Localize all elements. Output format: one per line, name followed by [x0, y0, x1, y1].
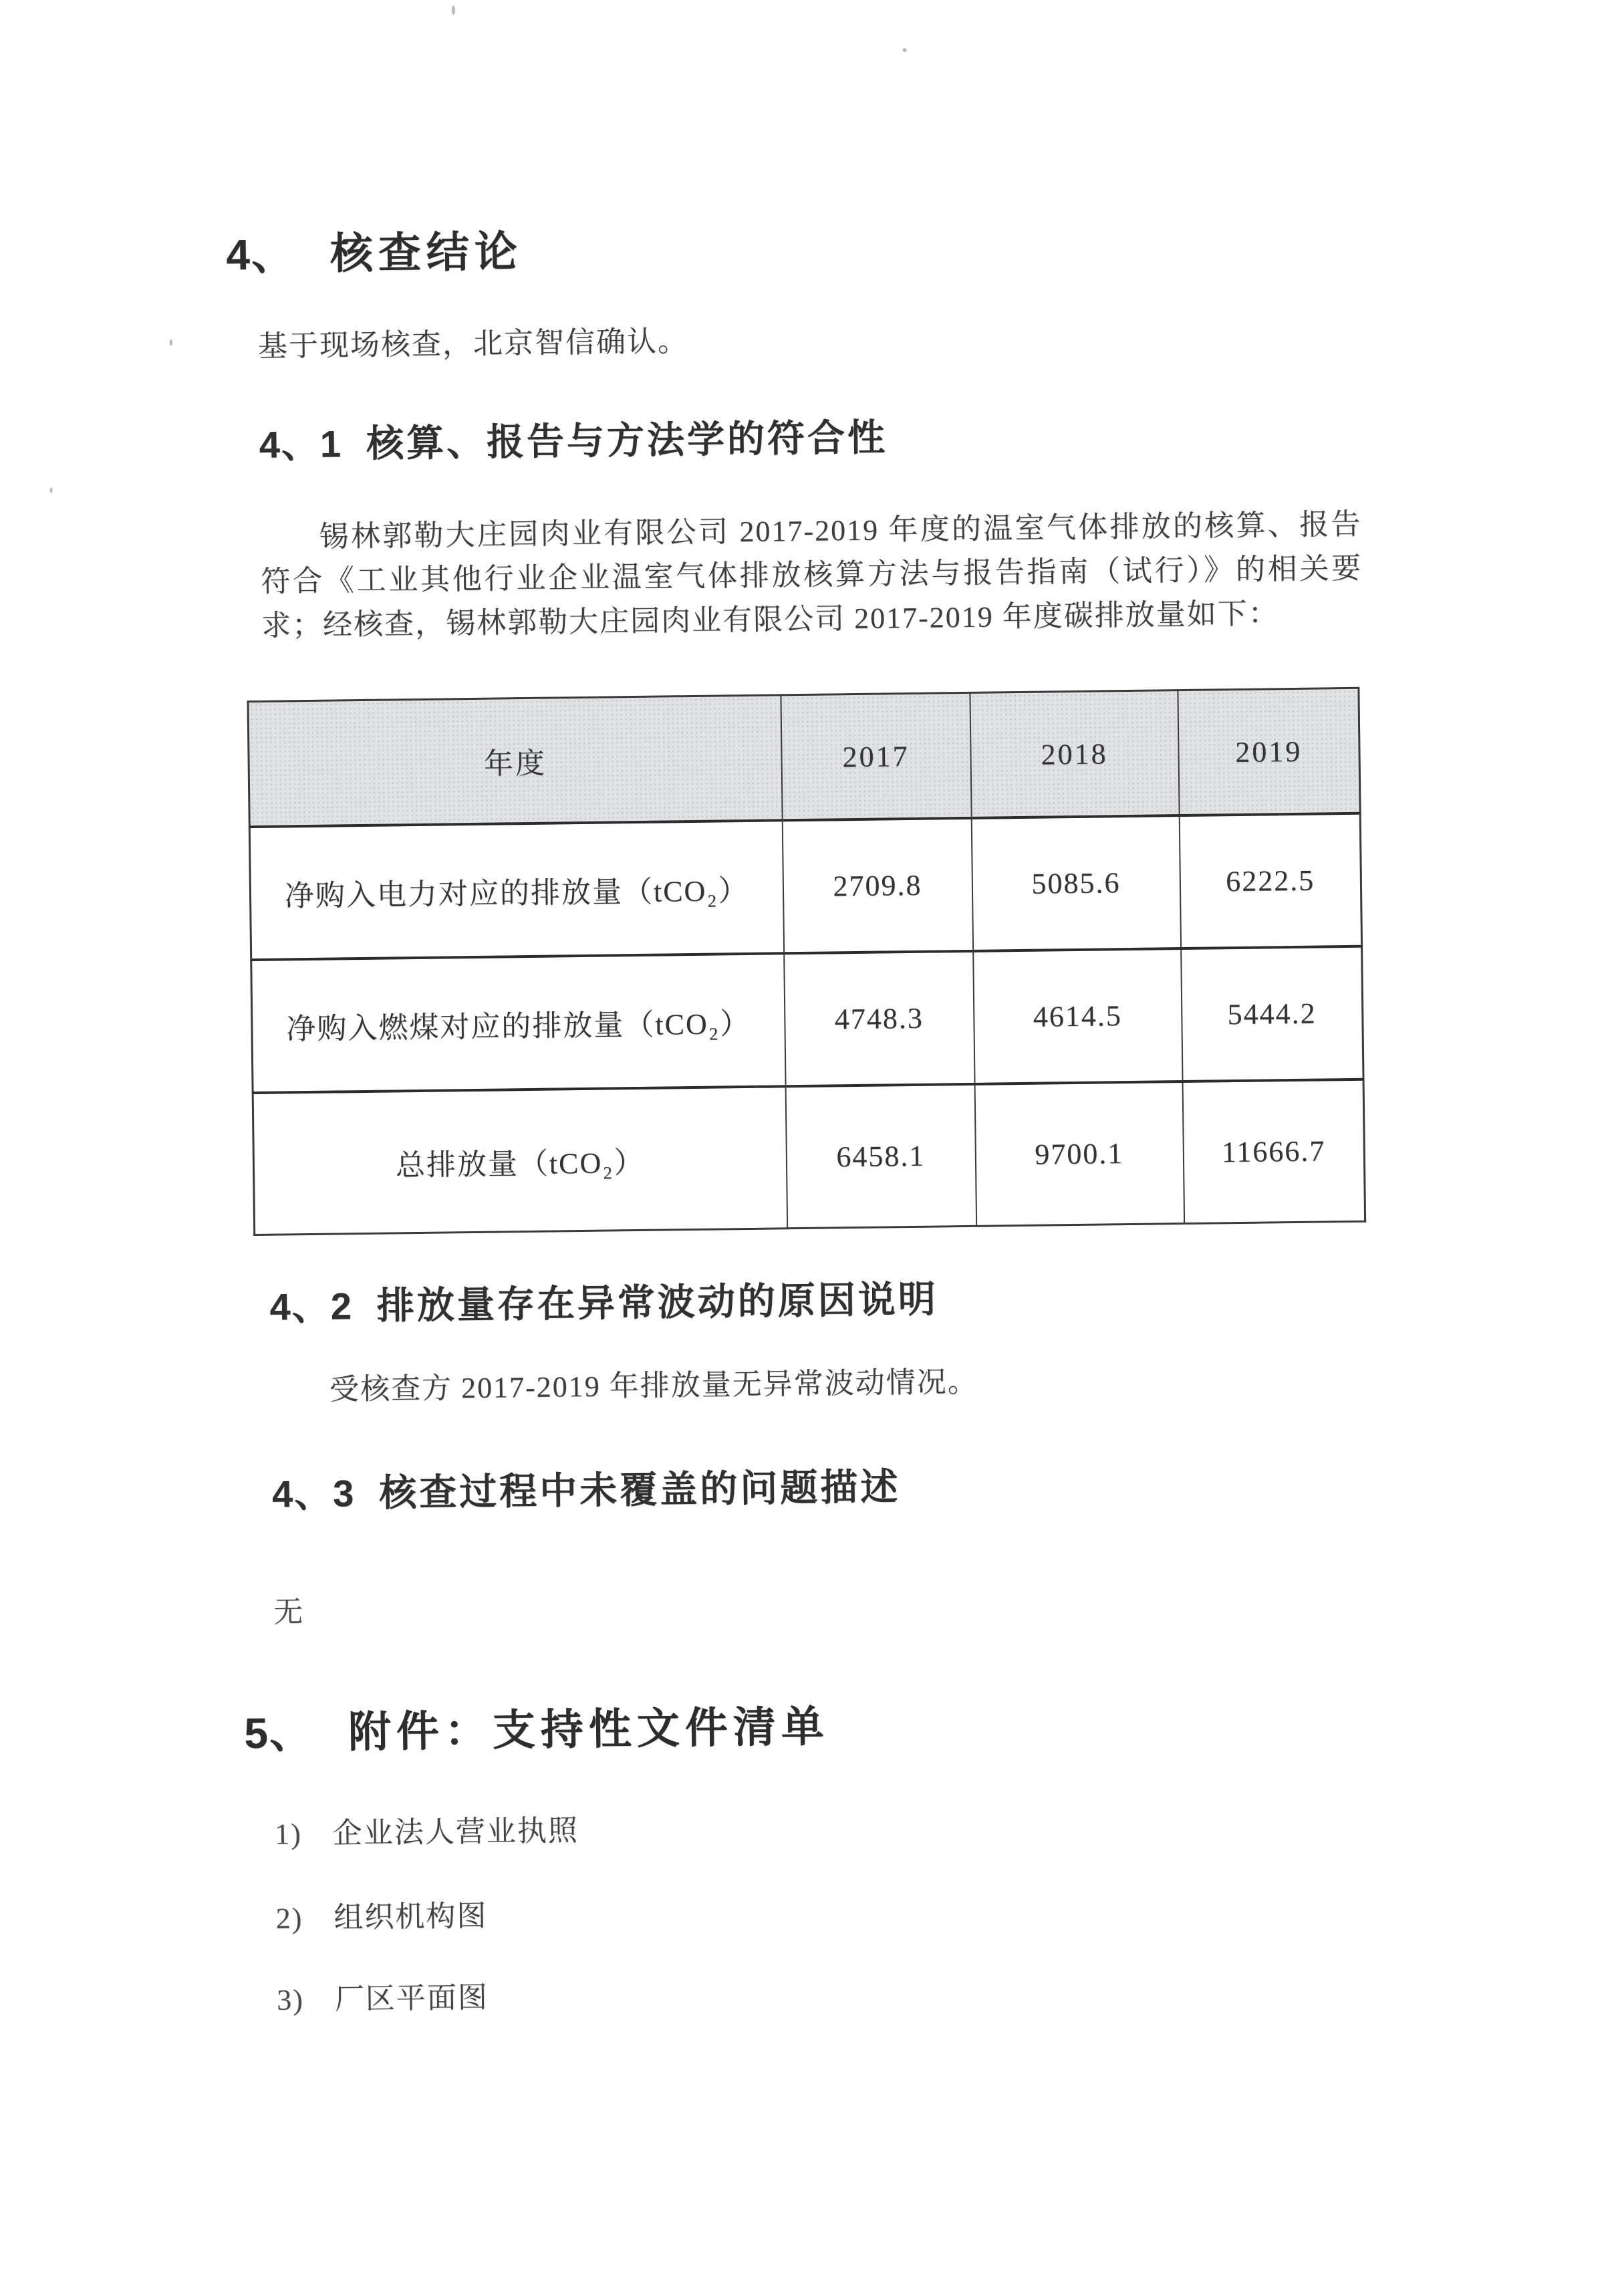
- table-header-year: 年度: [248, 695, 782, 827]
- attachment-item-3: [277, 1973, 489, 2019]
- table-header-2018: 2018: [970, 690, 1179, 818]
- section-4-1-number: 4、1: [259, 422, 343, 466]
- coal-2017: 4748.3: [784, 951, 974, 1086]
- attachment-item-1: [275, 1806, 579, 1853]
- section-4-intro: 基于现场核查，北京智信确认。: [257, 324, 689, 363]
- electricity-2019: 6222.5: [1179, 813, 1361, 948]
- section-5-title: 附件：支持性文件清单: [348, 1702, 830, 1757]
- attachment-item-2: [275, 1892, 487, 1937]
- table-header-row: [248, 688, 1360, 827]
- table-header-2017: 2017: [781, 692, 971, 820]
- row-label-total: 总排放量（tCO₂）: [253, 1086, 787, 1235]
- section-4-heading: [226, 217, 523, 282]
- attachment-2-label: 组织机构图: [333, 1899, 488, 1934]
- section-4-3-heading: [271, 1457, 900, 1518]
- attachment-1-number: 1): [274, 1817, 303, 1851]
- section-4-2-paragraph: 受核查方 2017-2019 年排放量无异常波动情况。: [329, 1365, 978, 1406]
- section-4-1-title: 核算、报告与方法学的符合性: [366, 416, 888, 465]
- electricity-2018: 5085.6: [971, 815, 1180, 951]
- total-2019: 11666.7: [1182, 1079, 1365, 1224]
- section-5-number: 5、: [243, 1708, 314, 1758]
- coal-2018: 4614.5: [973, 948, 1182, 1084]
- scan-speck: [903, 48, 907, 52]
- attachment-1-label: 企业法人营业执照: [332, 1814, 579, 1850]
- electricity-2017: 2709.8: [782, 818, 972, 953]
- attachment-2-number: 2): [275, 1902, 303, 1935]
- table-row-coal: [251, 946, 1363, 1093]
- total-2017: 6458.1: [785, 1084, 976, 1229]
- section-4-2-number: 4、2: [269, 1285, 354, 1328]
- total-2018: 9700.1: [974, 1081, 1184, 1226]
- row-label-coal: 净购入燃煤对应的排放量（tCO₂）: [251, 953, 785, 1093]
- section-4-2-heading: [269, 1270, 938, 1331]
- scan-speck: [170, 339, 172, 346]
- table-row-total: [253, 1079, 1365, 1235]
- scan-speck: [452, 5, 455, 15]
- emissions-table: [247, 687, 1366, 1236]
- attachment-3-label: 厂区平面图: [334, 1981, 489, 2016]
- section-4-1-paragraph: 锡林郭勒大庄园肉业有限公司 2017-2019 年度的温室气体排放的核算、报告符合《工业其他行业企业温室气体排放核算方法与报告指南（试行）》的相关要求；经核查，锡林郭勒大庄园肉业有限公司 2017-2019 年度碳排放量如下：: [261, 507, 1363, 642]
- section-4-1-heading: [259, 408, 888, 469]
- scan-speck: [50, 488, 53, 493]
- section-4-number: 4、: [225, 230, 296, 279]
- attachment-3-number: 3): [276, 1983, 305, 2017]
- table-header-2019: 2019: [1178, 688, 1360, 815]
- section-4-3-answer: 无: [273, 1596, 305, 1629]
- section-4-2-title: 排放量存在异常波动的原因说明: [376, 1277, 939, 1327]
- section-4-3-title: 核查过程中未覆盖的问题描述: [378, 1465, 901, 1514]
- coal-2019: 5444.2: [1181, 946, 1363, 1081]
- section-4-title: 核查结论: [329, 227, 523, 278]
- row-label-electricity: 净购入电力对应的排放量（tCO₂）: [249, 820, 783, 960]
- section-5-heading: [244, 1692, 830, 1761]
- table-row-electricity: [249, 813, 1361, 960]
- section-4-3-number: 4、3: [271, 1472, 356, 1515]
